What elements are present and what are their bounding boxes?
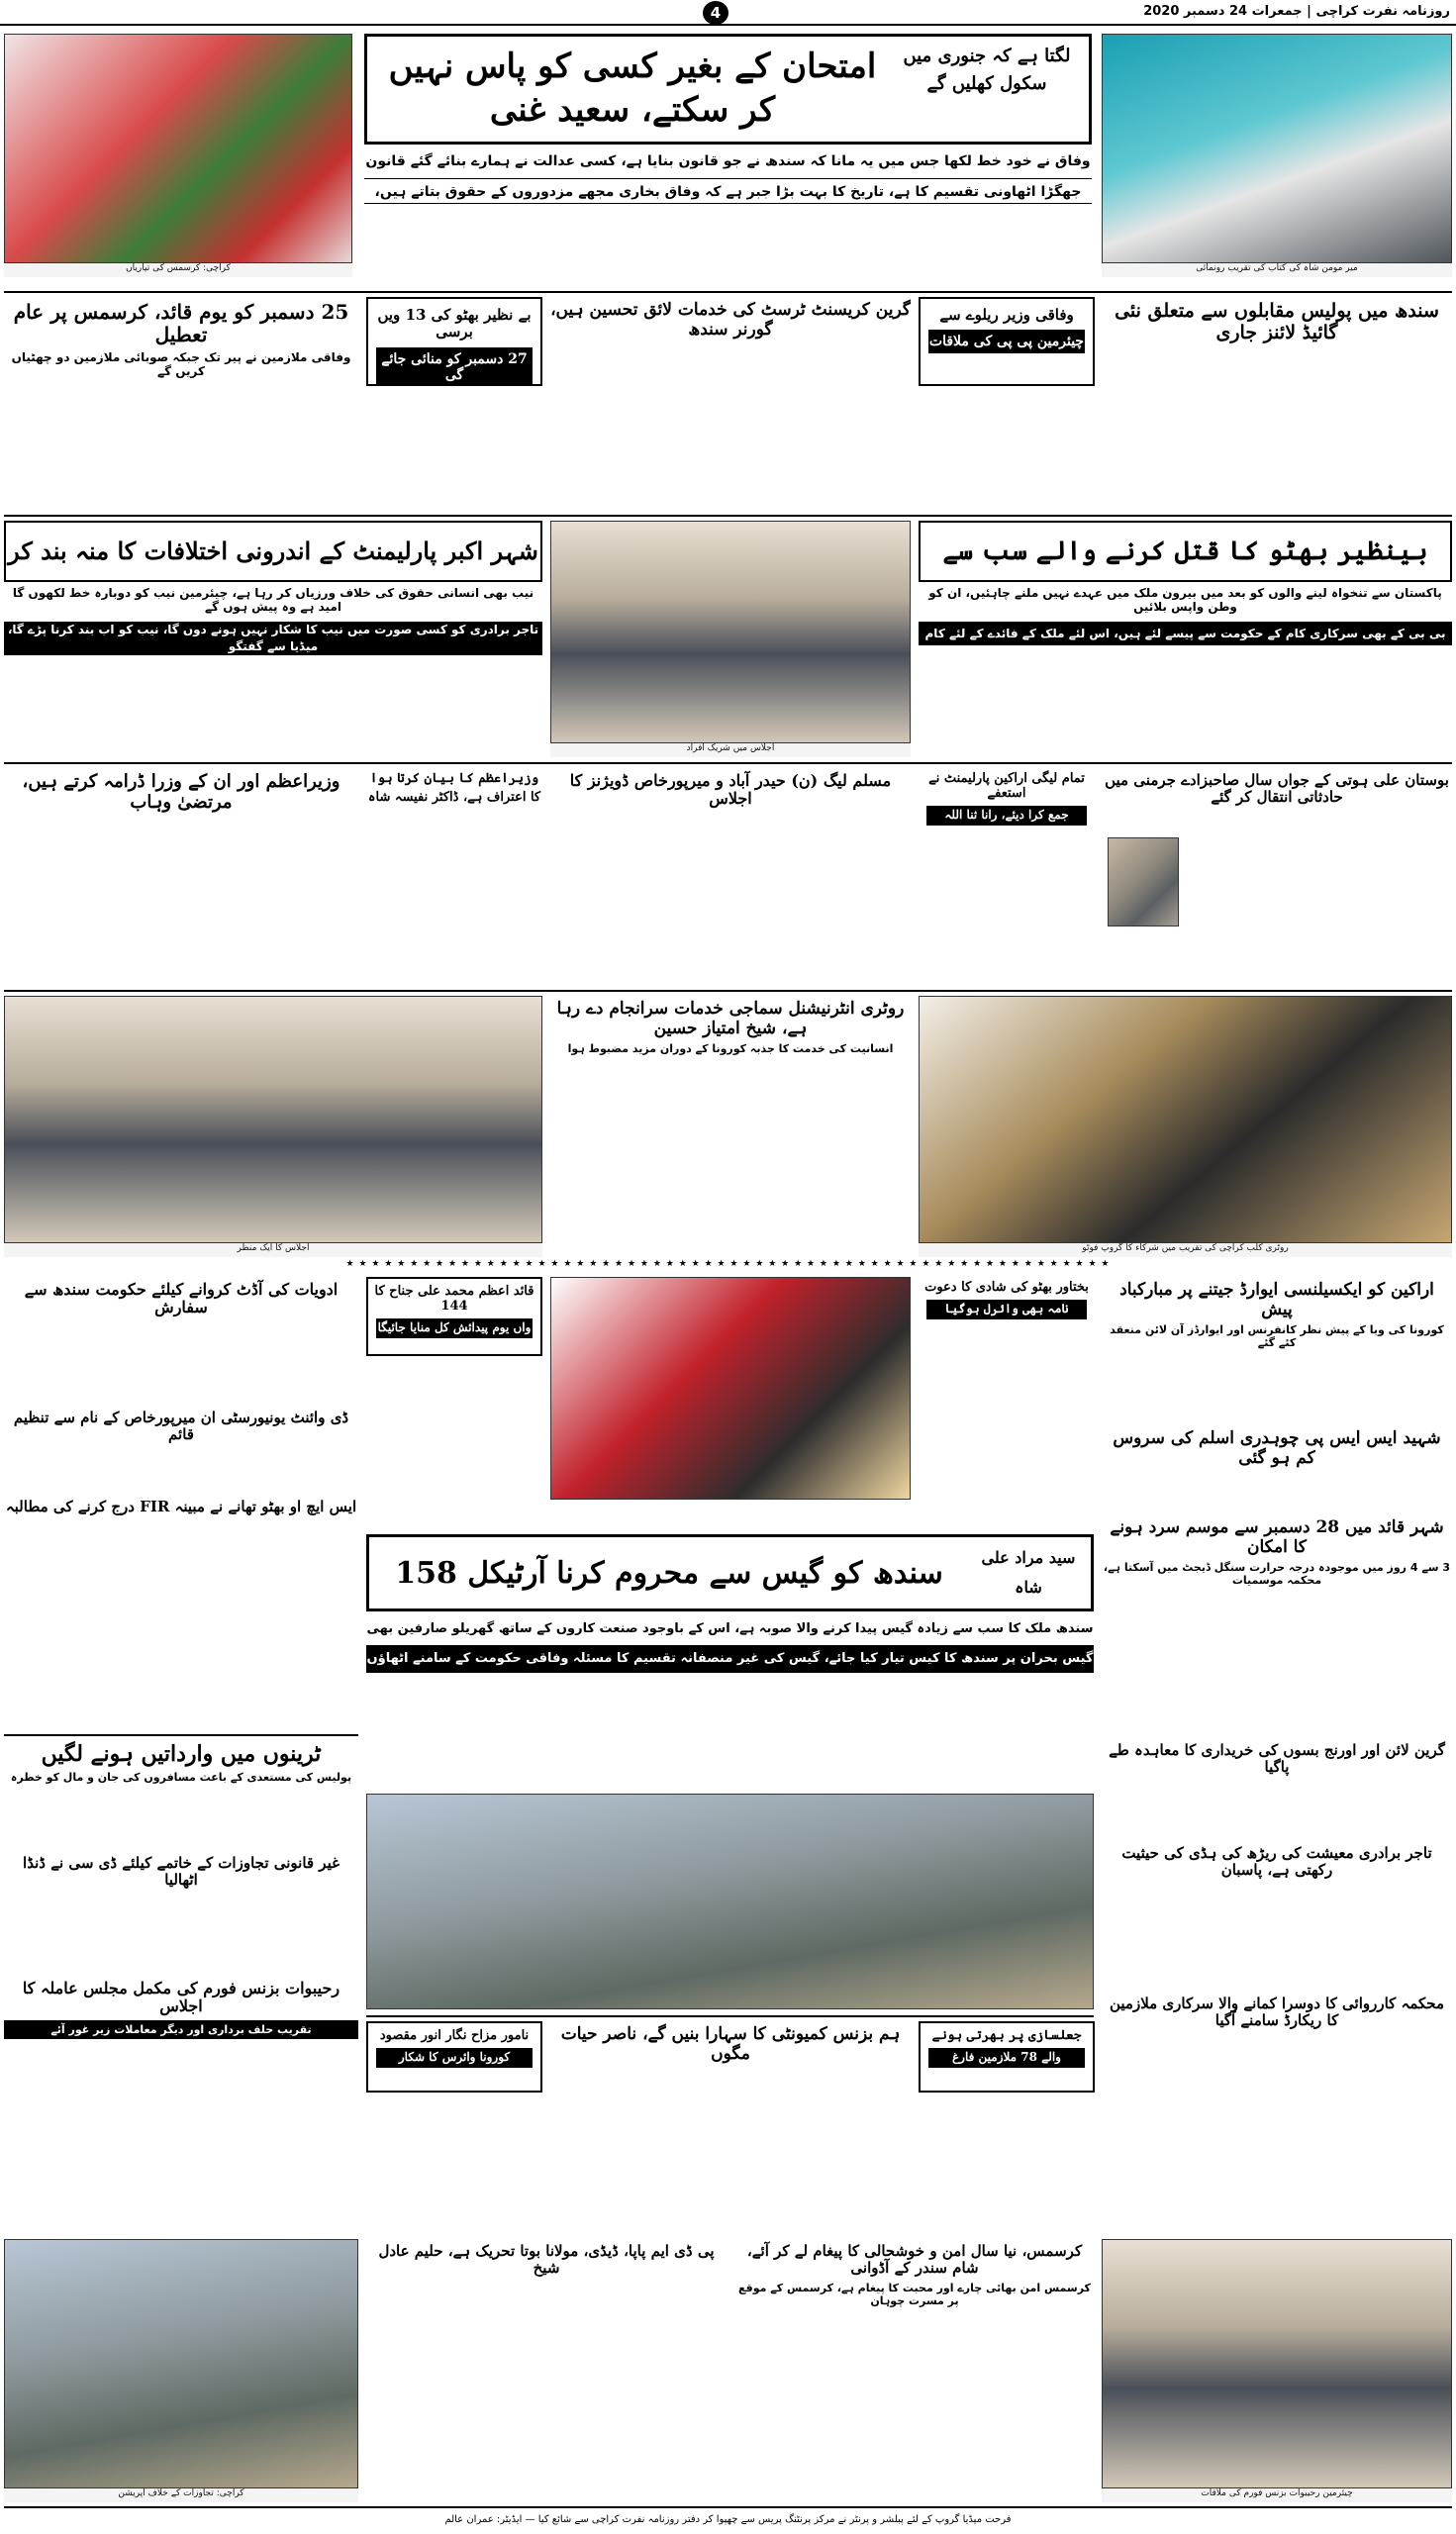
story-fir-demand bbox=[4, 1495, 358, 1584]
story-pasban bbox=[1102, 1841, 1452, 1990]
story-headline: بے نظیر بھٹو کی 13 ویں برسی bbox=[377, 306, 532, 341]
story-railway-minister bbox=[919, 297, 1095, 386]
story-subheadline: نامہ بھی وائرل ہوگیا bbox=[926, 1300, 1087, 1319]
story-subheadline-2: بی بی کے بھی سرکاری کام کے حکومت سے پیسے لئے ہیں، اس لئے ملک کے فائدے کے لئے کام bbox=[919, 622, 1452, 645]
hussain-haroon-headline-box bbox=[919, 521, 1452, 582]
story-headline: سندھ میں پولیس مقابلوں سے متعلق نئی گائیڈ لائنز جاری bbox=[1115, 300, 1439, 343]
story-fake-employees bbox=[1102, 1992, 1452, 2130]
story-subheadline: 27 دسمبر کو منائی جائے گی bbox=[376, 347, 533, 387]
gas-subheadline: سندھ ملک کا سب سے زیادہ گیس پیدا کرنے والا صوبہ ہے، اس کے باوجود صنعت کاروں کے ساتھ گھریلو صارفین بھی bbox=[366, 1621, 1094, 1636]
story-encroachment bbox=[4, 1851, 358, 1970]
gas-subheadline-2: گیس بحران پر سندھ کا کیس تیار کیا جائے، گیس کی غیر منصفانہ تقسیم کا مسئلہ وفاقی حکومت کے سامنے اٹھاؤں bbox=[366, 1645, 1094, 1673]
story-body bbox=[4, 378, 358, 520]
story-subheadline: کا اعتراف ہے، ڈاکٹر نفیسہ شاہ bbox=[367, 789, 541, 805]
story-business-forum bbox=[4, 1976, 358, 2055]
business-forum-photo bbox=[1102, 2239, 1452, 2488]
story-headline: وزیراعظم اور ان کے وزرا ڈرامہ کرتے ہیں، مرتضیٰ وہاب bbox=[22, 771, 340, 813]
story-subheadline-2: تاجر برادری کو کسی صورت میں نیب کا شکار نہیں ہونے دوں گا، نیب کو اب بند کرنا پڑے گا، میڈیا سے گفتگو bbox=[4, 622, 542, 655]
story-headline: 25 دسمبر کو یوم قائد، کرسمس پر عام تعطیل bbox=[13, 300, 349, 346]
cake-cutting-photo bbox=[550, 1277, 911, 1500]
story-subheadline: 3 سے 4 روز میں موجودہ درجہ حرارت سنگل ڈیجٹ میں آسکتا ہے، محکمہ موسمیات bbox=[1103, 1561, 1451, 1588]
story-headline: بینظیر بھٹو کا قتل کرنے والے سب سے bbox=[942, 536, 1428, 566]
gas-headline-box bbox=[366, 1534, 1094, 1611]
lead-headline-box bbox=[364, 34, 1092, 145]
lead-story-body bbox=[364, 210, 1092, 289]
story-anwar-maqsood bbox=[366, 2021, 542, 2093]
christmas-photo bbox=[4, 34, 352, 263]
lead-headline: امتحان کے بغیر کسی کو پاس نہیں کر سکتے، سعید غنی bbox=[388, 47, 877, 130]
story-headline: پی ڈی ایم پاپا، ڈیڈی، مولانا بوتا تحریک ہے، حلیم عادل شیخ bbox=[378, 2242, 715, 2278]
story-headline: ہم بزنس کمیونٹی کا سہارا بنیں گے، ناصر حیات مگوں bbox=[560, 2024, 901, 2064]
story-university bbox=[4, 1406, 358, 1495]
official-meeting-photo-caption: اجلاس کا ایک منظر bbox=[4, 1243, 542, 1257]
story-subheadline: کورونا کی وبا کے پیش نظر کانفرنس اور ایوارڈز آن لائن منعقد کئے گئے bbox=[1110, 1323, 1444, 1350]
row-rule bbox=[366, 2015, 1094, 2017]
story-chaudhry-aslam bbox=[1102, 1425, 1452, 1524]
story-headline: ایس ایچ او بھٹو تھانے نے مبینہ FIR درج کرنے کی مطالبہ bbox=[5, 1498, 357, 1515]
rotary-group-photo-caption: روٹری کلب کراچی کی تقریب میں شرکاء کا گروپ فوٹو bbox=[919, 1243, 1452, 1257]
story-rotary bbox=[550, 996, 911, 1257]
page-number-badge: 4 bbox=[703, 1, 728, 25]
story-bakhtawar-wedding bbox=[919, 1277, 1095, 1376]
story-headline: ڈی وائنٹ یونیورسٹی ان میرپورخاص کے نام سے تنظیم قائم bbox=[13, 1409, 349, 1444]
story-green-line bbox=[1102, 1738, 1452, 1837]
story-league-resignations bbox=[919, 768, 1095, 990]
story-headline: تمام لیگی اراکین پارلیمنٹ نے استعفے bbox=[928, 771, 1085, 801]
row-rule bbox=[4, 515, 1452, 517]
story-subheadline: جمع کرا دیئے، رانا ثنا اللہ bbox=[926, 806, 1087, 826]
story-headline: رحیبوات بزنس فورم کی مکمل مجلس عاملہ کا اجلاس bbox=[22, 1979, 340, 2016]
story-subheadline: تقریب حلف برداری اور دیگر معاملات زیر غور آئے bbox=[4, 2020, 358, 2039]
story-body bbox=[4, 659, 542, 758]
story-subheadline: انسانیت کی خدمت کا جذبہ کورونا کے دوران مزید مضبوط ہوا bbox=[567, 1042, 894, 1056]
story-police-guidelines bbox=[1102, 297, 1452, 520]
gas-headline: سندھ کو گیس سے محروم کرنا آرٹیکل 158 bbox=[395, 1556, 943, 1591]
story-train-robberies bbox=[4, 1738, 358, 1847]
footer-rule bbox=[4, 2506, 1452, 2508]
row-rule bbox=[4, 762, 1452, 764]
gas-kicker: سید مراد علی شاہ bbox=[981, 1548, 1076, 1597]
story-murtaza-wahab bbox=[4, 768, 358, 990]
story-subheadline: والے 78 ملازمین فارغ bbox=[928, 2048, 1085, 2068]
story-subheadline: پاکستان سے تنخواہ لینے والوں کو بعد میں بیرون ملک میں عہدے نہیں ملنے چاہئیں، ان کو وطن واپس بلائیں bbox=[928, 586, 1442, 614]
story-headline: اراکین کو ایکسیلنسی ایوارڈ جیتنے پر مبارکباد پیش bbox=[1119, 1280, 1434, 1319]
meeting-photo bbox=[550, 521, 911, 743]
lead-subheadline-2: جھگڑا اٹھاونی تقسیم کا ہے، تاریخ کا بہت بڑا جبر ہے کہ وفاق بخاری مجھے مزدوروں کے حقوق بتاتے ہیں، bbox=[364, 178, 1092, 204]
story-headline: روٹری انٹرنیشنل سماجی خدمات سرانجام دے رہا ہے، شیخ امتیاز حسین bbox=[556, 999, 905, 1038]
story-weather bbox=[1102, 1514, 1452, 1633]
story-subheadline: وفاقی ملازمین نے پیر تک جبکہ صوبائی ملازمین دو چھٹیاں کریں گے bbox=[11, 350, 351, 378]
story-headline: ادویات کی آڈٹ کروانے کیلئے حکومت سندھ سے سفارش bbox=[24, 1280, 339, 1317]
story-headline: ٹرینوں میں وارداتیں ہونے لگیں bbox=[41, 1741, 322, 1767]
story-headline: شہید ایس ایس پی چوہدری اسلم کی سروس کم ہو گئی bbox=[1113, 1428, 1441, 1468]
story-subheadline: واں یوم پیدائش کل منایا جائیگا bbox=[376, 1318, 533, 1338]
rotary-group-photo bbox=[919, 996, 1452, 1243]
story-green-crescent bbox=[550, 297, 911, 520]
parliament-headline-box bbox=[4, 521, 542, 582]
gas-story-body bbox=[366, 1677, 1094, 1786]
gas-meeting-photos bbox=[366, 1794, 1094, 2009]
story-quaid-birthday bbox=[366, 1277, 542, 1356]
encroachment-photo-caption: کراچی: تجاوزات کے خلاف آپریشن bbox=[4, 2488, 358, 2502]
official-meeting-photo bbox=[4, 996, 542, 1243]
story-holiday bbox=[4, 297, 358, 520]
story-subheadline: نیب بھی انسانی حقوق کی خلاف ورزیاں کر رہا ہے، چیئرمین نیب کو دوبارہ خط لکھوں گا امید ہے وہ پیش ہوں گے bbox=[12, 586, 534, 614]
business-forum-photo-caption: چیئرمین رحیبوات بزنس فورم کی ملاقات bbox=[1102, 2488, 1452, 2502]
story-pmln-meeting bbox=[550, 768, 911, 990]
story-headline: نامور مزاح نگار انور مقصود bbox=[379, 2028, 530, 2043]
story-subheadline: کرسمس امن بھائی چارے اور محبت کا پیغام ہے، کرسمس کے موقع پر مسرت چوہان bbox=[738, 2281, 1091, 2307]
story-headline: بختاور بھٹو کی شادی کا دعوت bbox=[924, 1280, 1089, 1295]
row-rule bbox=[4, 990, 1452, 992]
story-subheadline: پولیس کی مستعدی کے باعث مسافروں کی جان و مال کو خطرہ bbox=[10, 1771, 352, 1785]
meeting-photo-caption: اجلاس میں شریک افراد bbox=[550, 743, 911, 757]
story-headline: محکمہ کارروائی کا دوسرا کمانے والا سرکاری ملازمین کا ریکارڈ سامنے آگیا bbox=[1109, 1995, 1444, 2030]
row-rule bbox=[4, 1734, 358, 1736]
story-christmas-message bbox=[734, 2239, 1095, 2502]
story-bb-anniversary bbox=[366, 297, 542, 386]
story-nafisa-shah bbox=[366, 768, 542, 990]
footer-imprint: فرحت میڈیا گروپ کے لئے پبلشر و پرنٹر نے مرکز پرنٹنگ پریس سے چھپوا کر دفتر روزنامہ نفرت کراچی سے شائع کیا — ایڈیٹر: عمران عالم bbox=[444, 2514, 1012, 2525]
star-row-separator: ★ ★ ★ ★ ★ ★ ★ ★ ★ ★ ★ ★ ★ ★ ★ ★ ★ ★ ★ ★ ★ ★ ★ ★ ★ ★ ★ ★ ★ ★ ★ ★ ★ ★ ★ ★ ★ ★ ★ ★ ★ ★ ★ ★ ★ ★ ★ ★ ★ ★ ★ ★ ★ ★ ★ ★ ★ ★ ★ ★ bbox=[345, 1259, 1111, 1269]
story-subheadline: چیئرمین پی پی کی ملاقات bbox=[928, 330, 1085, 353]
story-headline: وزیراعظم کا بیان کرتا ہوا bbox=[369, 771, 539, 786]
story-young-son bbox=[1102, 768, 1452, 990]
story-excellence-award bbox=[1102, 1277, 1452, 1425]
story-nasir-hayat bbox=[550, 2021, 911, 2239]
christmas-photo-caption: کراچی: کرسمس کی تیاریاں bbox=[4, 263, 352, 277]
masthead bbox=[0, 0, 1456, 26]
story-headline: مسلم لیگ (ن) حیدر آباد و میرپورخاص ڈویژنز کا اجلاس bbox=[569, 771, 892, 809]
story-headline: کرسمس، نیا سال امن و خوشحالی کا پیغام لے کر آئے، شام سندر کے آڈوانی bbox=[746, 2242, 1083, 2278]
encroachment-photo bbox=[4, 2239, 358, 2488]
story-headline: تاجر برادری معیشت کی ریڑھ کی ہڈی کی حیثیت رکھتی ہے، پاسبان bbox=[1121, 1844, 1432, 1880]
story-haleem-adil bbox=[366, 2239, 727, 2502]
story-headline: شہر قائد میں 28 دسمبر سے موسم سرد ہونے کا امکان bbox=[1110, 1517, 1444, 1557]
portrait-photo bbox=[1108, 837, 1179, 926]
workshop-photo bbox=[1102, 34, 1452, 263]
story-body bbox=[919, 649, 1452, 758]
story-headline: وفاقی وزیر ریلوے سے bbox=[939, 306, 1074, 324]
row-rule bbox=[4, 291, 1452, 293]
story-medicine-audit bbox=[4, 1277, 358, 1396]
lead-subheadline: وفاق نے خود خط لکھا جس میں یہ مانا کہ سندھ نے جو قانون بنایا ہے، کسی عدالت نے ہمارے بنائے گئے قانون bbox=[365, 153, 1091, 169]
story-headline: غیر قانونی تجاوزات کے خاتمے کیلئے ڈی سی نے ڈنڈا اٹھالیا bbox=[23, 1854, 340, 1890]
story-headline: گرین کریسنٹ ٹرسٹ کی خدمات لائق تحسین ہیں، گورنر سندھ bbox=[550, 300, 911, 340]
workshop-photo-caption: میر مومن شاہ کی کتاب کی تقریب رونمائی bbox=[1102, 263, 1452, 277]
story-headline: بوستان علی ہوتی کے جواں سال صاحبزادے جرمنی میں حادثاتی انتقال کر گئے bbox=[1105, 771, 1449, 807]
story-headline: گرین لائن اور اورنج بسوں کی خریداری کا معاہدہ طے پاگیا bbox=[1109, 1741, 1445, 1777]
story-headline: جعلسازی پر بھرتی ہونے bbox=[931, 2028, 1082, 2043]
paper-name-date: روزنامہ نفرت کراچی | جمعرات 24 دسمبر 2020 bbox=[1143, 4, 1450, 19]
story-body bbox=[550, 343, 911, 520]
story-headline: شہر اکبر پارلیمنٹ کے اندرونی اختلافات کا منہ بند کر bbox=[8, 536, 538, 565]
story-subheadline: کورونا وائرس کا شکار bbox=[376, 2048, 533, 2068]
story-78-employees bbox=[919, 2021, 1095, 2093]
lead-kicker: لگتا ہے کہ جنوری میں سکول کھلیں گے bbox=[903, 46, 1071, 94]
story-headline: قائد اعظم محمد علی جناح کا 144 bbox=[374, 1284, 534, 1314]
story-body bbox=[1102, 348, 1452, 520]
